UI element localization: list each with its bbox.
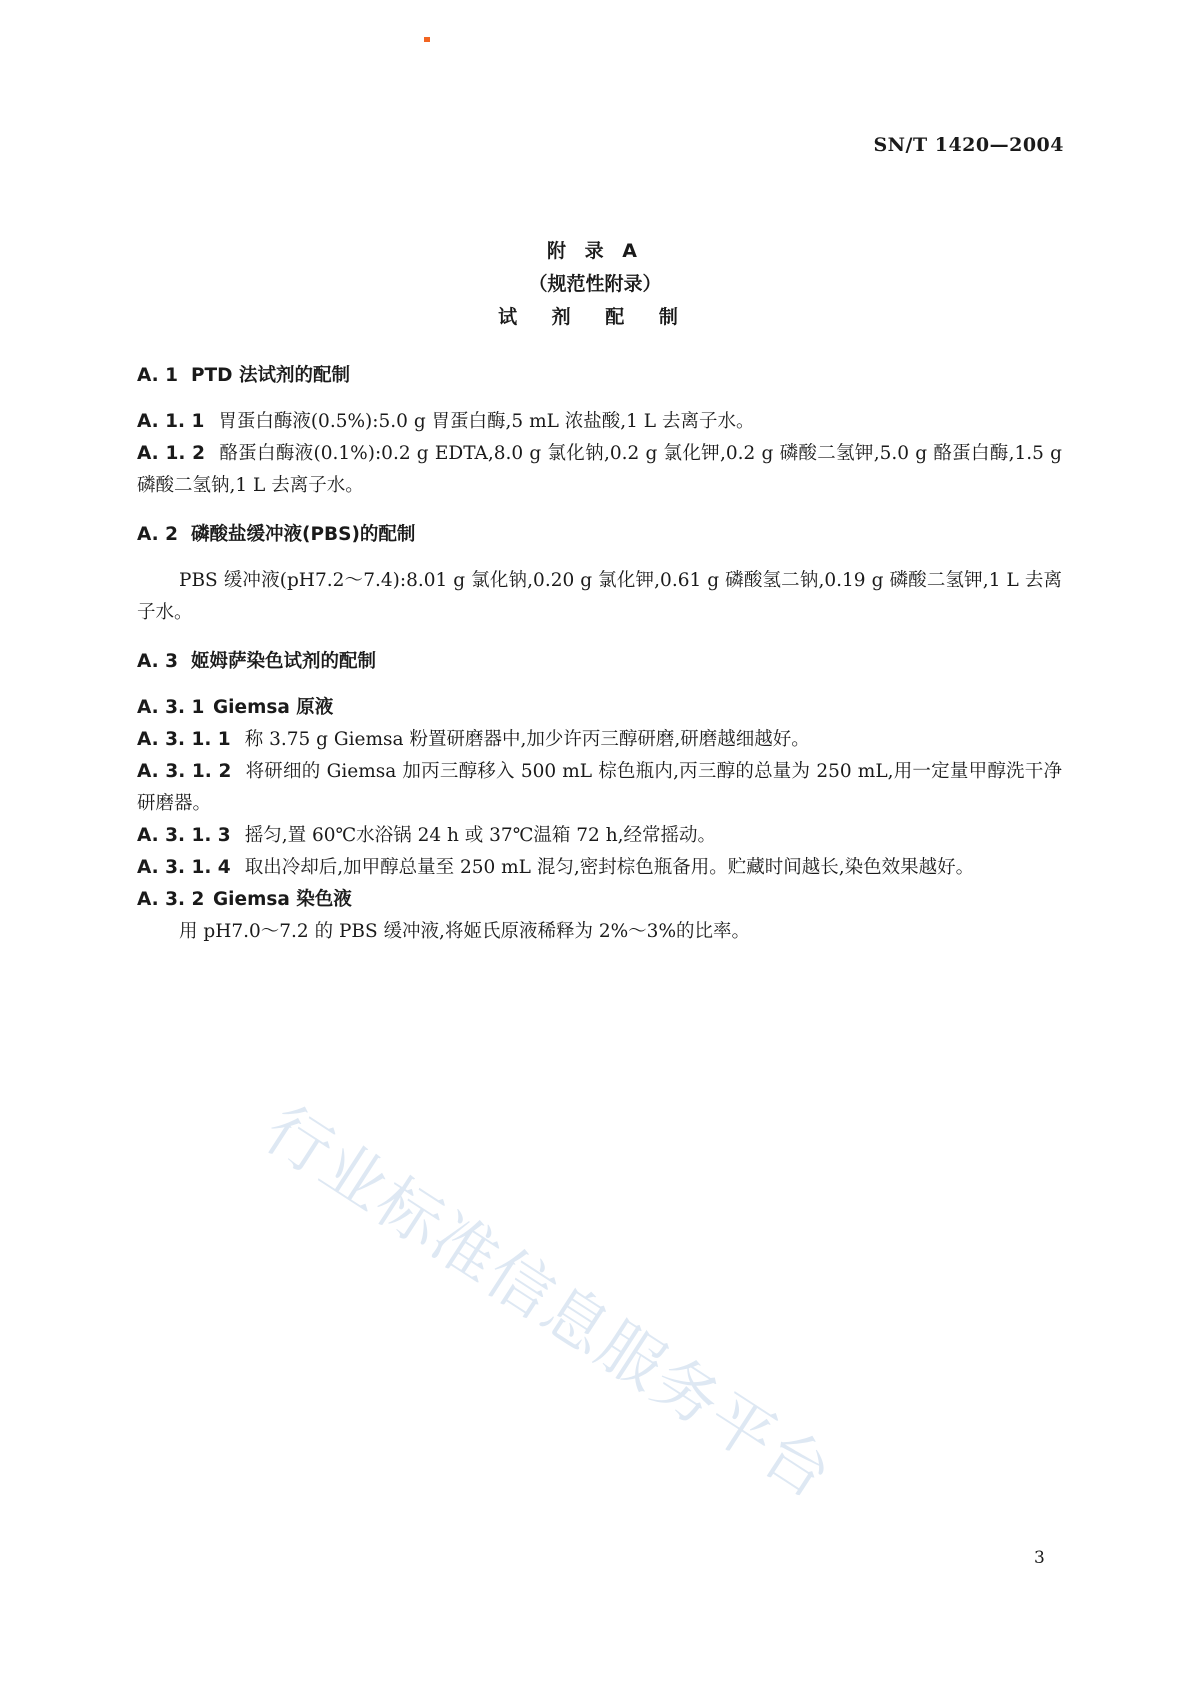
section-number: A. 2	[137, 524, 179, 545]
appendix-type: （规范性附录）	[528, 273, 662, 295]
section-a3-body	[137, 692, 1062, 948]
clause-a314	[137, 852, 1062, 884]
clause-a313	[137, 820, 1062, 852]
section-a1-heading	[137, 360, 1062, 392]
subsection-title: Giemsa 染色液	[213, 889, 352, 910]
clause-number: A. 3. 1. 3	[137, 825, 231, 846]
subsection-a31	[137, 692, 1062, 724]
subsection-a32	[137, 884, 1062, 916]
clause-text: 胃蛋白酶液(0.5%):5.0 g 胃蛋白酶,5 mL 浓盐酸,1 L 去离子水。	[218, 411, 755, 432]
watermark: 行业标准信息服务平台	[251, 1092, 846, 1515]
section-title: 姬姆萨染色试剂的配制	[191, 651, 377, 672]
section-a2-heading	[137, 519, 1062, 551]
section-title: PTD 法试剂的配制	[191, 365, 350, 386]
appendix-label: 附 录 A	[547, 240, 643, 262]
clause-text: 酪蛋白酶液(0.1%):0.2 g EDTA,8.0 g 氯化钠,0.2 g 氯化钾,0.2 g 磷酸二氢钾,5.0 g 酪蛋白酶,1.5 g 磷酸二氢钠,1 L 去离子水。	[137, 443, 1062, 496]
clause-a12	[137, 438, 1062, 502]
clause-text: 将研细的 Giemsa 加丙三醇移入 500 mL 棕色瓶内,丙三醇的总量为 250 mL,用一定量甲醇洗干净研磨器。	[137, 761, 1062, 814]
standard-code: SN/T 1420—2004	[873, 134, 1064, 156]
section-a1-body	[137, 406, 1062, 502]
clause-text: 称 3.75 g Giemsa 粉置研磨器中,加少许丙三醇研磨,研磨越细越好。	[244, 729, 810, 750]
subsection-number: A. 3. 1	[137, 697, 205, 718]
clause-text: 摇匀,置 60℃水浴锅 24 h 或 37℃温箱 72 h,经常摇动。	[244, 825, 716, 846]
clause-text: 取出冷却后,加甲醇总量至 250 mL 混匀,密封棕色瓶备用。贮藏时间越长,染色效果越好。	[244, 857, 975, 878]
clause-number: A. 3. 1. 2	[137, 761, 232, 782]
clause-number: A. 1. 1	[137, 411, 205, 432]
clause-a11	[137, 406, 1062, 438]
clause-number: A. 1. 2	[137, 443, 206, 464]
section-number: A. 1	[137, 365, 179, 386]
subsection-number: A. 3. 2	[137, 889, 205, 910]
page-number: 3	[1034, 1548, 1045, 1568]
paragraph-giemsa-dilution: 用 pH7.0～7.2 的 PBS 缓冲液,将姬氏原液稀释为 2%～3%的比率。	[179, 921, 751, 942]
paragraph-pbs: PBS 缓冲液(pH7.2～7.4):8.01 g 氯化钠,0.20 g 氯化钾,0.61 g 磷酸氢二钠,0.19 g 磷酸二氢钾,1 L 去离子水。	[137, 570, 1062, 623]
section-a2-body	[137, 565, 1062, 629]
clause-number: A. 3. 1. 4	[137, 857, 231, 878]
clause-number: A. 3. 1. 1	[137, 729, 231, 750]
clause-a311	[137, 724, 1062, 756]
section-title: 磷酸盐缓冲液(PBS)的配制	[191, 524, 416, 545]
subsection-title: Giemsa 原液	[213, 697, 334, 718]
orange-mark	[424, 37, 430, 42]
appendix-title: 试 剂 配 制	[498, 306, 692, 328]
section-a3-heading	[137, 646, 1062, 678]
section-number: A. 3	[137, 651, 179, 672]
clause-a312	[137, 756, 1062, 820]
